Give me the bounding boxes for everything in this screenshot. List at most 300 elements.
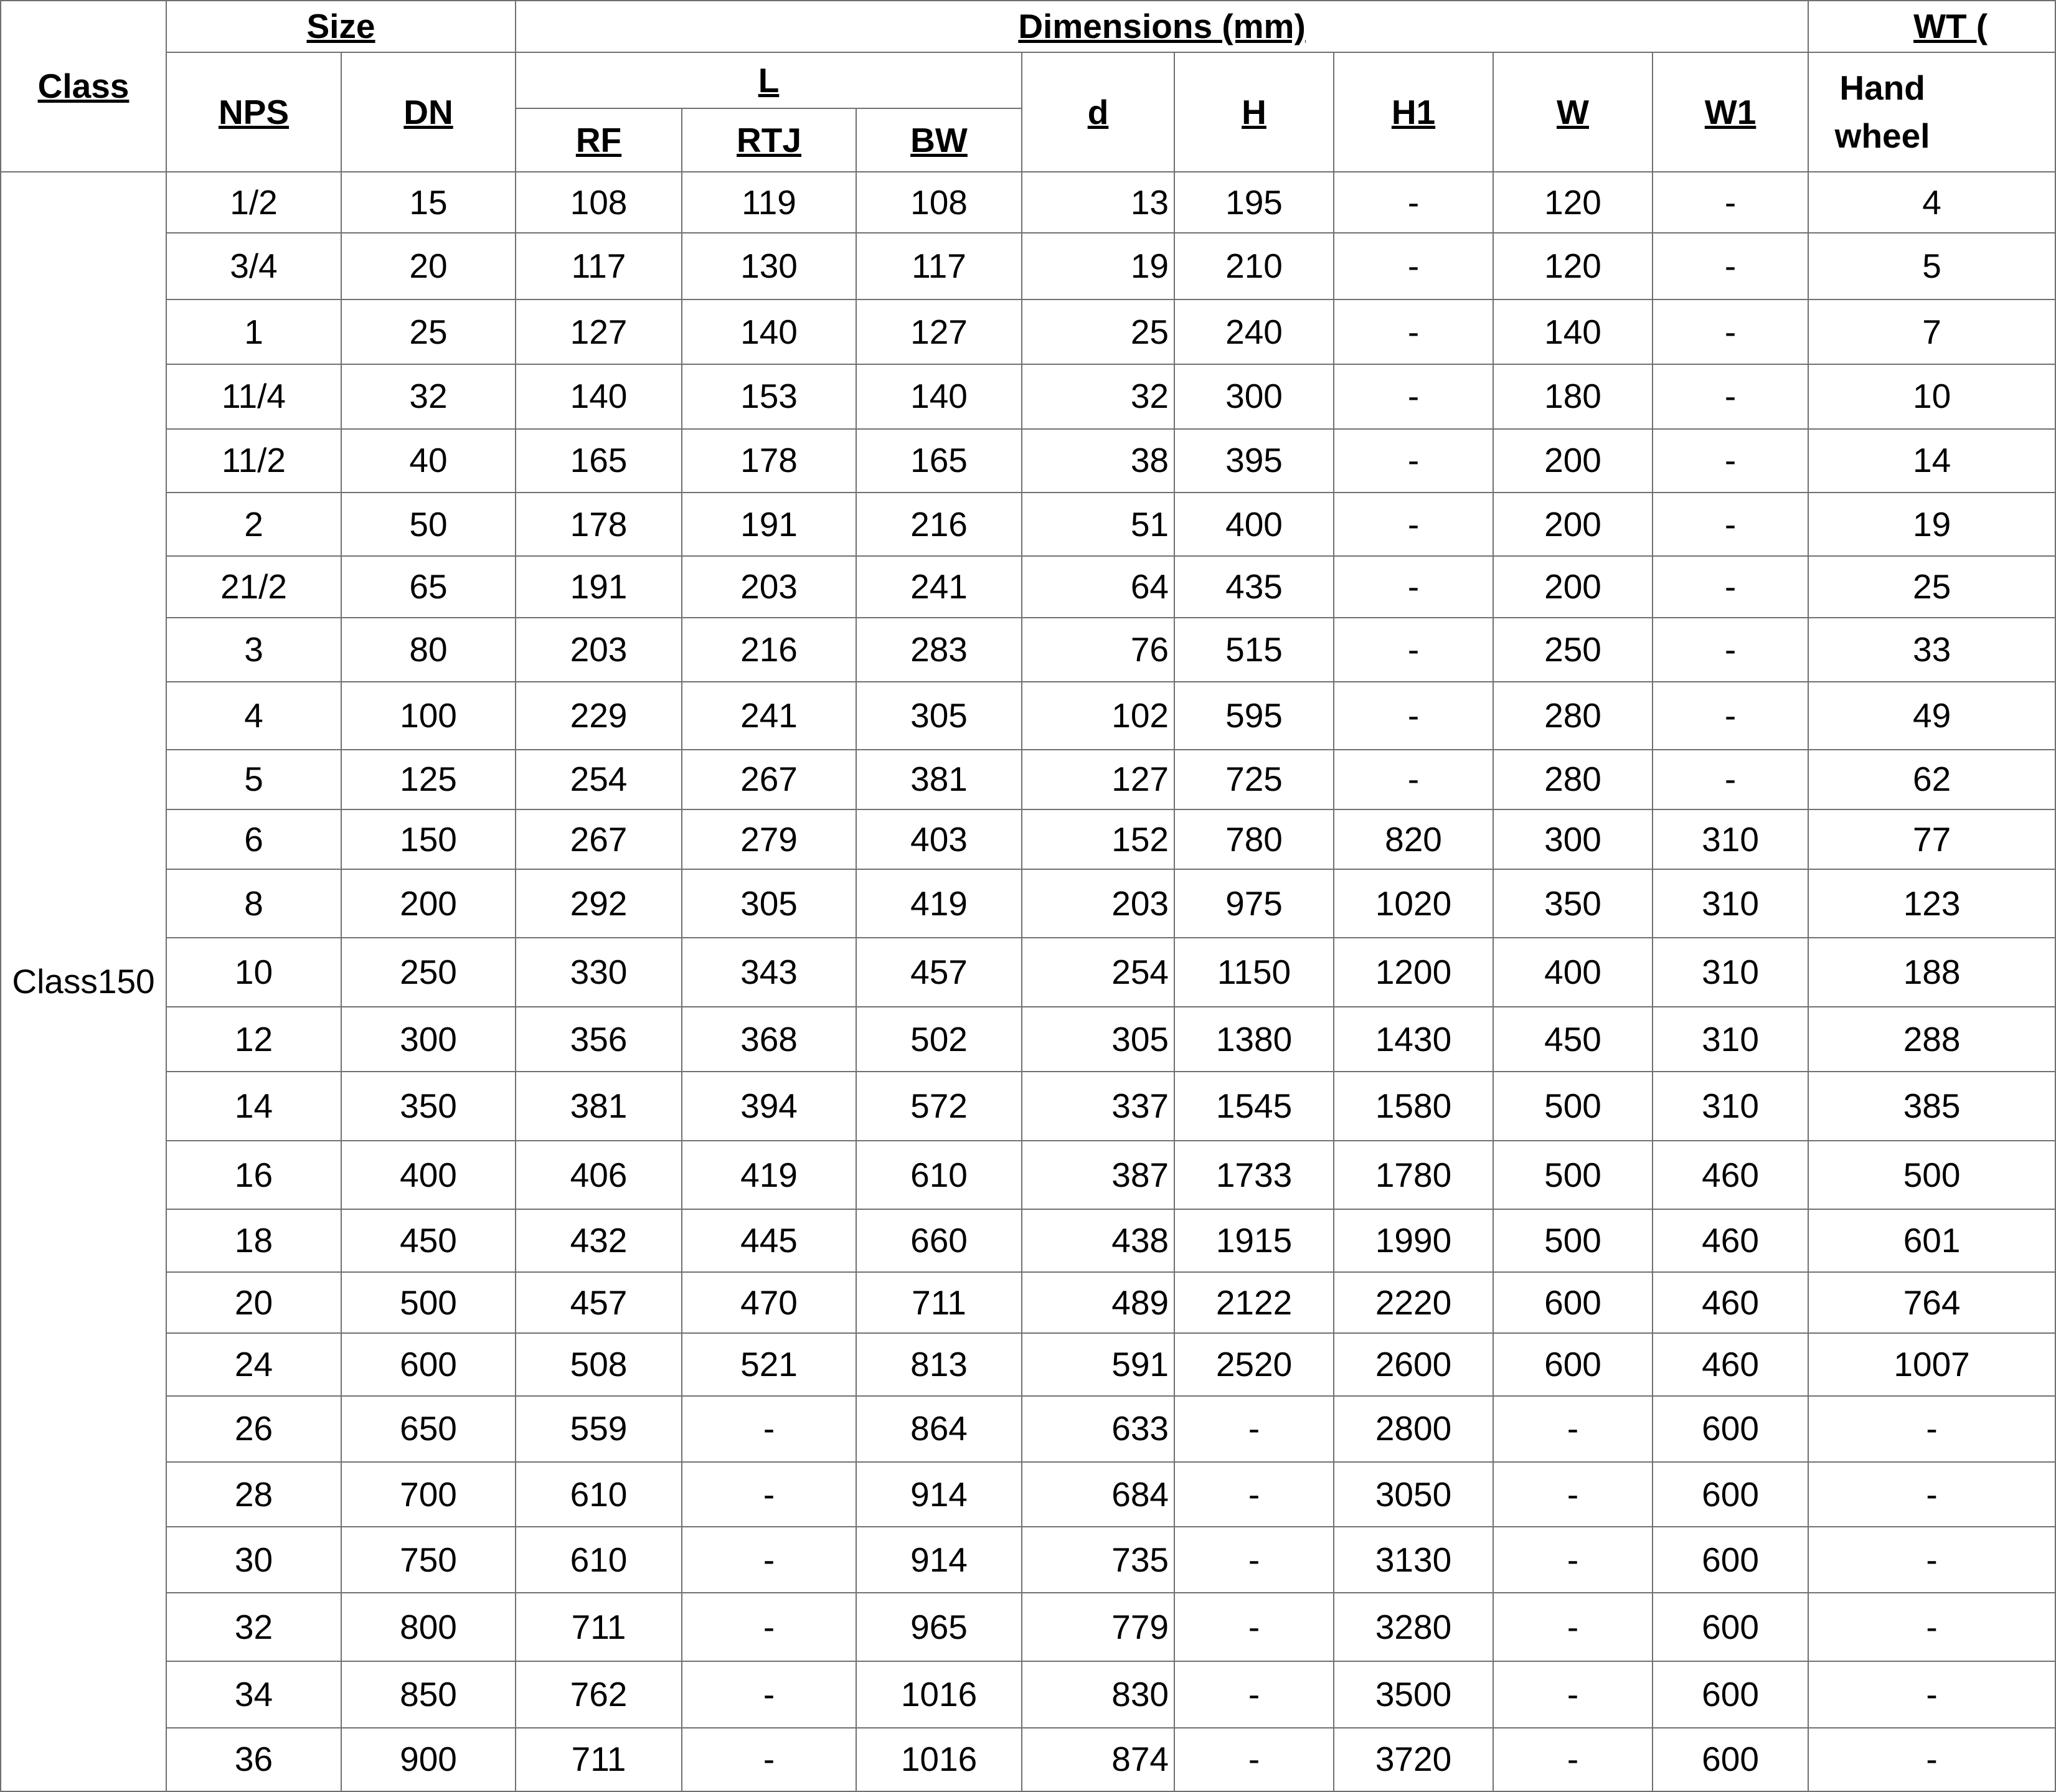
table-row [1, 682, 2055, 750]
h1-cell: - [1334, 682, 1493, 750]
d-cell: 19 [1022, 233, 1174, 299]
h-cell: 975 [1174, 869, 1334, 938]
table-row [1, 1333, 2055, 1395]
d-cell: 633 [1022, 1396, 1174, 1462]
h-cell: 1545 [1174, 1072, 1334, 1141]
rtj-cell: 305 [682, 869, 856, 938]
w1-cell: - [1653, 682, 1808, 750]
dn-cell: 15 [341, 172, 516, 233]
dn-cell: 50 [341, 493, 516, 556]
hand-wheel-cell: 25 [1808, 556, 2055, 618]
rtj-cell: - [682, 1527, 856, 1593]
nps-cell: 4 [166, 682, 341, 750]
w1-cell: - [1653, 750, 1808, 809]
nps-cell: 32 [166, 1593, 341, 1661]
bw-cell: 419 [856, 869, 1022, 938]
header-hand-wheel-label: Hand wheel [1834, 68, 1930, 155]
h-cell: - [1174, 1593, 1334, 1661]
bw-cell: 283 [856, 618, 1022, 681]
w1-cell: 460 [1653, 1141, 1808, 1209]
bw-cell: 165 [856, 429, 1022, 493]
w-cell: 120 [1493, 172, 1653, 233]
h1-cell: 1780 [1334, 1141, 1493, 1209]
header-h: H [1174, 52, 1334, 172]
w-cell: 140 [1493, 299, 1653, 364]
hand-wheel-cell: 500 [1808, 1141, 2055, 1209]
header-class: Class [1, 1, 166, 172]
rf-cell: 559 [516, 1396, 682, 1462]
dn-cell: 450 [341, 1209, 516, 1272]
w1-cell: - [1653, 618, 1808, 681]
table-row [1, 364, 2055, 429]
rf-cell: 432 [516, 1209, 682, 1272]
dn-cell: 40 [341, 429, 516, 493]
table-row [1, 1072, 2055, 1141]
d-cell: 64 [1022, 556, 1174, 618]
rf-cell: 267 [516, 809, 682, 869]
rtj-cell: 419 [682, 1141, 856, 1209]
nps-cell: 30 [166, 1527, 341, 1593]
d-cell: 387 [1022, 1141, 1174, 1209]
table-row [1, 938, 2055, 1007]
hand-wheel-cell: - [1808, 1396, 2055, 1462]
rtj-cell: 267 [682, 750, 856, 809]
rf-cell: 508 [516, 1333, 682, 1395]
bw-cell: 864 [856, 1396, 1022, 1462]
h-cell: - [1174, 1661, 1334, 1727]
rtj-cell: 521 [682, 1333, 856, 1395]
nps-cell: 16 [166, 1141, 341, 1209]
hand-wheel-cell: 385 [1808, 1072, 2055, 1141]
hand-wheel-cell: 5 [1808, 233, 2055, 299]
header-nps: NPS [166, 52, 341, 172]
w1-cell: - [1653, 299, 1808, 364]
nps-cell: 34 [166, 1661, 341, 1727]
hand-wheel-cell: 288 [1808, 1007, 2055, 1071]
hand-wheel-cell: 601 [1808, 1209, 2055, 1272]
hand-wheel-cell: - [1808, 1661, 2055, 1727]
d-cell: 337 [1022, 1072, 1174, 1141]
h-cell: 515 [1174, 618, 1334, 681]
bw-cell: 502 [856, 1007, 1022, 1071]
nps-cell: 20 [166, 1272, 341, 1333]
d-cell: 779 [1022, 1593, 1174, 1661]
rf-cell: 711 [516, 1593, 682, 1661]
rtj-cell: 178 [682, 429, 856, 493]
d-cell: 830 [1022, 1661, 1174, 1727]
nps-cell: 11/4 [166, 364, 341, 429]
h-cell: 1915 [1174, 1209, 1334, 1272]
w-cell: 280 [1493, 682, 1653, 750]
dn-cell: 500 [341, 1272, 516, 1333]
bw-cell: 1016 [856, 1661, 1022, 1727]
hand-wheel-cell: - [1808, 1527, 2055, 1593]
w-cell: 250 [1493, 618, 1653, 681]
h1-cell: 2800 [1334, 1396, 1493, 1462]
w-cell: 200 [1493, 556, 1653, 618]
bw-cell: 914 [856, 1527, 1022, 1593]
h1-cell: - [1334, 750, 1493, 809]
table-row [1, 809, 2055, 869]
hand-wheel-cell: 123 [1808, 869, 2055, 938]
dn-cell: 850 [341, 1661, 516, 1727]
header-l: L [516, 52, 1022, 108]
dn-cell: 20 [341, 233, 516, 299]
bw-cell: 813 [856, 1333, 1022, 1395]
rf-cell: 330 [516, 938, 682, 1007]
w1-cell: 310 [1653, 938, 1808, 1007]
dn-cell: 125 [341, 750, 516, 809]
nps-cell: 21/2 [166, 556, 341, 618]
rf-cell: 610 [516, 1527, 682, 1593]
w-cell: - [1493, 1593, 1653, 1661]
dn-cell: 80 [341, 618, 516, 681]
h1-cell: - [1334, 172, 1493, 233]
hand-wheel-cell: 4 [1808, 172, 2055, 233]
dn-cell: 25 [341, 299, 516, 364]
rtj-cell: 216 [682, 618, 856, 681]
nps-cell: 2 [166, 493, 341, 556]
w-cell: 300 [1493, 809, 1653, 869]
bw-cell: 216 [856, 493, 1022, 556]
h-cell: 595 [1174, 682, 1334, 750]
table-row [1, 556, 2055, 618]
h1-cell: 1580 [1334, 1072, 1493, 1141]
d-cell: 254 [1022, 938, 1174, 1007]
h-cell: 1150 [1174, 938, 1334, 1007]
dn-cell: 600 [341, 1333, 516, 1395]
table-row [1, 233, 2055, 299]
h-cell: 240 [1174, 299, 1334, 364]
rf-cell: 191 [516, 556, 682, 618]
nps-cell: 14 [166, 1072, 341, 1141]
bw-cell: 241 [856, 556, 1022, 618]
w-cell: 400 [1493, 938, 1653, 1007]
h-cell: - [1174, 1396, 1334, 1462]
d-cell: 127 [1022, 750, 1174, 809]
w-cell: 450 [1493, 1007, 1653, 1071]
h1-cell: 3280 [1334, 1593, 1493, 1661]
nps-cell: 26 [166, 1396, 341, 1462]
bw-cell: 711 [856, 1272, 1022, 1333]
w1-cell: 310 [1653, 1007, 1808, 1071]
rf-cell: 457 [516, 1272, 682, 1333]
h1-cell: - [1334, 233, 1493, 299]
dn-cell: 65 [341, 556, 516, 618]
table-row [1, 429, 2055, 493]
rf-cell: 610 [516, 1462, 682, 1527]
hand-wheel-cell: 1007 [1808, 1333, 2055, 1395]
header-w1: W1 [1653, 52, 1808, 172]
table-row [1, 1141, 2055, 1209]
w-cell: 500 [1493, 1141, 1653, 1209]
hand-wheel-cell: - [1808, 1593, 2055, 1661]
table-header [1, 1, 2055, 172]
hand-wheel-cell: - [1808, 1728, 2055, 1791]
h1-cell: - [1334, 618, 1493, 681]
w1-cell: 460 [1653, 1272, 1808, 1333]
table-row [1, 750, 2055, 809]
dn-cell: 32 [341, 364, 516, 429]
bw-cell: 403 [856, 809, 1022, 869]
bw-cell: 572 [856, 1072, 1022, 1141]
rtj-cell: 368 [682, 1007, 856, 1071]
w1-cell: 600 [1653, 1462, 1808, 1527]
rf-cell: 381 [516, 1072, 682, 1141]
header-d: d [1022, 52, 1174, 172]
h-cell: 395 [1174, 429, 1334, 493]
d-cell: 38 [1022, 429, 1174, 493]
w1-cell: 460 [1653, 1209, 1808, 1272]
w1-cell: 310 [1653, 1072, 1808, 1141]
w1-cell: - [1653, 429, 1808, 493]
w-cell: - [1493, 1661, 1653, 1727]
h1-cell: 1430 [1334, 1007, 1493, 1071]
d-cell: 25 [1022, 299, 1174, 364]
hand-wheel-cell: 49 [1808, 682, 2055, 750]
w1-cell: 600 [1653, 1728, 1808, 1791]
header-h1: H1 [1334, 52, 1493, 172]
w-cell: 200 [1493, 493, 1653, 556]
h1-cell: - [1334, 429, 1493, 493]
d-cell: 684 [1022, 1462, 1174, 1527]
h-cell: 300 [1174, 364, 1334, 429]
table-row [1, 1272, 2055, 1333]
w1-cell: 460 [1653, 1333, 1808, 1395]
table-row [1, 1007, 2055, 1071]
w-cell: 350 [1493, 869, 1653, 938]
rf-cell: 292 [516, 869, 682, 938]
h-cell: 725 [1174, 750, 1334, 809]
header-rf: RF [516, 108, 682, 172]
bw-cell: 305 [856, 682, 1022, 750]
dn-cell: 100 [341, 682, 516, 750]
h-cell: - [1174, 1728, 1334, 1791]
header-rtj: RTJ [682, 108, 856, 172]
hand-wheel-cell: 7 [1808, 299, 2055, 364]
d-cell: 51 [1022, 493, 1174, 556]
rtj-cell: 445 [682, 1209, 856, 1272]
hand-wheel-cell: 10 [1808, 364, 2055, 429]
dn-cell: 400 [341, 1141, 516, 1209]
nps-cell: 36 [166, 1728, 341, 1791]
d-cell: 305 [1022, 1007, 1174, 1071]
header-dn: DN [341, 52, 516, 172]
w-cell: 120 [1493, 233, 1653, 299]
h1-cell: - [1334, 299, 1493, 364]
table-row [1, 1396, 2055, 1462]
w1-cell: 600 [1653, 1593, 1808, 1661]
dn-cell: 300 [341, 1007, 516, 1071]
w-cell: - [1493, 1396, 1653, 1462]
h1-cell: 1200 [1334, 938, 1493, 1007]
hand-wheel-cell: 14 [1808, 429, 2055, 493]
dn-cell: 150 [341, 809, 516, 869]
rf-cell: 127 [516, 299, 682, 364]
nps-cell: 8 [166, 869, 341, 938]
d-cell: 76 [1022, 618, 1174, 681]
w1-cell: - [1653, 172, 1808, 233]
h-cell: 195 [1174, 172, 1334, 233]
table-row [1, 299, 2055, 364]
nps-cell: 10 [166, 938, 341, 1007]
d-cell: 735 [1022, 1527, 1174, 1593]
h1-cell: - [1334, 364, 1493, 429]
rf-cell: 356 [516, 1007, 682, 1071]
table-row [1, 1527, 2055, 1593]
h1-cell: 1020 [1334, 869, 1493, 938]
h-cell: 400 [1174, 493, 1334, 556]
nps-cell: 1 [166, 299, 341, 364]
bw-cell: 140 [856, 364, 1022, 429]
bw-cell: 660 [856, 1209, 1022, 1272]
rf-cell: 140 [516, 364, 682, 429]
h1-cell: 3720 [1334, 1728, 1493, 1791]
h-cell: 1380 [1174, 1007, 1334, 1071]
h-cell: 2122 [1174, 1272, 1334, 1333]
h1-cell: 3050 [1334, 1462, 1493, 1527]
table-row [1, 1661, 2055, 1727]
dn-cell: 650 [341, 1396, 516, 1462]
rf-cell: 178 [516, 493, 682, 556]
d-cell: 203 [1022, 869, 1174, 938]
nps-cell: 3/4 [166, 233, 341, 299]
nps-cell: 12 [166, 1007, 341, 1071]
dn-cell: 350 [341, 1072, 516, 1141]
rf-cell: 203 [516, 618, 682, 681]
hand-wheel-cell: 188 [1808, 938, 2055, 1007]
d-cell: 102 [1022, 682, 1174, 750]
dn-cell: 700 [341, 1462, 516, 1527]
rtj-cell: 153 [682, 364, 856, 429]
rf-cell: 165 [516, 429, 682, 493]
bw-cell: 914 [856, 1462, 1022, 1527]
nps-cell: 3 [166, 618, 341, 681]
bw-cell: 457 [856, 938, 1022, 1007]
w1-cell: 600 [1653, 1661, 1808, 1727]
class-cell: Class150 [1, 172, 166, 1791]
bw-cell: 610 [856, 1141, 1022, 1209]
d-cell: 32 [1022, 364, 1174, 429]
rf-cell: 762 [516, 1661, 682, 1727]
nps-cell: 28 [166, 1462, 341, 1527]
nps-cell: 24 [166, 1333, 341, 1395]
dn-cell: 250 [341, 938, 516, 1007]
rtj-cell: 119 [682, 172, 856, 233]
rtj-cell: 130 [682, 233, 856, 299]
h-cell: 1733 [1174, 1141, 1334, 1209]
rtj-cell: 343 [682, 938, 856, 1007]
w-cell: 600 [1493, 1333, 1653, 1395]
rtj-cell: - [682, 1728, 856, 1791]
d-cell: 591 [1022, 1333, 1174, 1395]
rf-cell: 254 [516, 750, 682, 809]
w1-cell: 600 [1653, 1527, 1808, 1593]
header-size: Size [166, 1, 516, 52]
table-row [1, 493, 2055, 556]
d-cell: 874 [1022, 1728, 1174, 1791]
w-cell: 180 [1493, 364, 1653, 429]
nps-cell: 18 [166, 1209, 341, 1272]
h-cell: - [1174, 1462, 1334, 1527]
rtj-cell: - [682, 1593, 856, 1661]
header-w: W [1493, 52, 1653, 172]
rf-cell: 711 [516, 1728, 682, 1791]
rtj-cell: 394 [682, 1072, 856, 1141]
d-cell: 438 [1022, 1209, 1174, 1272]
w-cell: 500 [1493, 1209, 1653, 1272]
bw-cell: 127 [856, 299, 1022, 364]
w1-cell: 310 [1653, 869, 1808, 938]
rtj-cell: 140 [682, 299, 856, 364]
hand-wheel-cell: 33 [1808, 618, 2055, 681]
table-row [1, 869, 2055, 938]
bw-cell: 1016 [856, 1728, 1022, 1791]
rtj-cell: 203 [682, 556, 856, 618]
bw-cell: 108 [856, 172, 1022, 233]
rtj-cell: - [682, 1462, 856, 1527]
w1-cell: 600 [1653, 1396, 1808, 1462]
table-row [1, 172, 2055, 233]
bw-cell: 117 [856, 233, 1022, 299]
dn-cell: 800 [341, 1593, 516, 1661]
table-row [1, 1728, 2055, 1791]
nps-cell: 11/2 [166, 429, 341, 493]
h-cell: - [1174, 1527, 1334, 1593]
hand-wheel-cell: - [1808, 1462, 2055, 1527]
hand-wheel-cell: 77 [1808, 809, 2055, 869]
w1-cell: - [1653, 364, 1808, 429]
rtj-cell: 470 [682, 1272, 856, 1333]
hand-wheel-cell: 764 [1808, 1272, 2055, 1333]
h-cell: 210 [1174, 233, 1334, 299]
w-cell: 500 [1493, 1072, 1653, 1141]
rtj-cell: 191 [682, 493, 856, 556]
bw-cell: 381 [856, 750, 1022, 809]
w-cell: 280 [1493, 750, 1653, 809]
h-cell: 780 [1174, 809, 1334, 869]
h1-cell: - [1334, 556, 1493, 618]
w1-cell: 310 [1653, 809, 1808, 869]
table-row [1, 1593, 2055, 1661]
rf-cell: 117 [516, 233, 682, 299]
h1-cell: 2220 [1334, 1272, 1493, 1333]
h1-cell: - [1334, 493, 1493, 556]
header-dimensions: Dimensions (mm) [516, 1, 1808, 52]
w1-cell: - [1653, 233, 1808, 299]
nps-cell: 1/2 [166, 172, 341, 233]
table-row [1, 1462, 2055, 1527]
d-cell: 13 [1022, 172, 1174, 233]
rf-cell: 406 [516, 1141, 682, 1209]
w-cell: - [1493, 1527, 1653, 1593]
w1-cell: - [1653, 493, 1808, 556]
dn-cell: 900 [341, 1728, 516, 1791]
h1-cell: 2600 [1334, 1333, 1493, 1395]
table-body [1, 172, 2055, 1791]
table-row [1, 1209, 2055, 1272]
hand-wheel-cell: 62 [1808, 750, 2055, 809]
header-wt: WT ( [1808, 1, 2055, 52]
h-cell: 435 [1174, 556, 1334, 618]
h1-cell: 3500 [1334, 1661, 1493, 1727]
w-cell: - [1493, 1728, 1653, 1791]
d-cell: 489 [1022, 1272, 1174, 1333]
bw-cell: 965 [856, 1593, 1022, 1661]
h-cell: 2520 [1174, 1333, 1334, 1395]
w1-cell: - [1653, 556, 1808, 618]
dn-cell: 750 [341, 1527, 516, 1593]
